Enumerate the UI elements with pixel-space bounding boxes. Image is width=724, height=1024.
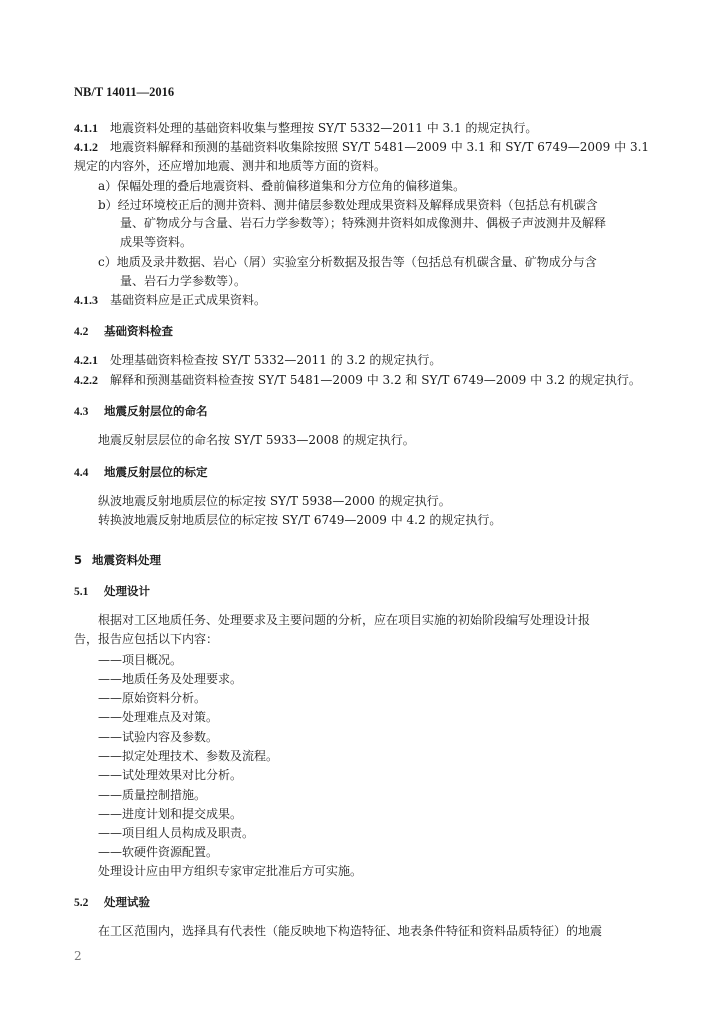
- document-header: NB/T 14011—2016: [74, 85, 175, 99]
- clause-4-1-1: [74, 119, 537, 137]
- clause-4-2-2: [74, 371, 641, 389]
- section-heading-5-2: [74, 893, 150, 912]
- section-title: 地震反射层位的标定: [104, 465, 208, 479]
- list-item-b-continuation: 成果等资料。: [120, 235, 193, 249]
- dash-list-item: ——拟定处理技术、参数及流程。: [98, 749, 279, 763]
- clause-number: 4.2.1: [74, 353, 98, 367]
- chapter-title: 地震资料处理: [92, 553, 161, 567]
- section-heading-4-2: [74, 322, 173, 341]
- section-title: 地震反射层位的命名: [104, 404, 208, 418]
- clause-4-1-3: [74, 291, 266, 309]
- list-item-b-continuation: 量、矿物成分与含量、岩石力学参数等）；特殊测井资料如成像测井、偶极子声波测井及解释: [120, 216, 607, 230]
- section-number: 4.3: [74, 406, 89, 418]
- list-item-a: a）保幅处理的叠后地震资料、叠前偏移道集和分方位角的偏移道集。: [98, 179, 466, 193]
- section-title: 基础资料检查: [104, 324, 173, 338]
- clause-number: 4.1.1: [74, 121, 98, 135]
- chapter-number: 5: [74, 553, 83, 567]
- clause-number: 4.2.2: [74, 373, 98, 387]
- section-number: 4.4: [74, 467, 89, 479]
- dash-list-item: ——软硬件资源配置。: [98, 845, 219, 859]
- clause-number: 4.1.3: [74, 293, 98, 307]
- section-paragraph-continuation: 告，报告应包括以下内容：: [74, 632, 219, 646]
- list-item-c: c）地质及录井数据、岩心（屑）实验室分析数据及报告等（包括总有机碳含量、矿物成分与含: [98, 255, 597, 269]
- section-paragraph: 转换波地震反射地质层位的标定按 SY/T 6749—2009 中 4.2 的规定执行。: [98, 513, 502, 527]
- clause-4-2-1: [74, 351, 441, 369]
- section-paragraph: 处理设计应由甲方组织专家审定批准后方可实施。: [98, 864, 363, 878]
- dash-list-item: ——原始资料分析。: [98, 691, 207, 705]
- section-heading-4-3: [74, 402, 208, 421]
- dash-list-item: ——项目组人员构成及职责。: [98, 826, 255, 840]
- section-title: 处理试验: [104, 895, 150, 909]
- clause-text: 解释和预测基础资料检查按 SY/T 5481—2009 中 3.2 和 SY/T 6749—2009 中 3.2 的规定执行。: [110, 373, 641, 387]
- clause-text: 地震资料解释和预测的基础资料收集除按照 SY/T 5481—2009 中 3.1 和 SY/T 6749—2009 中 3.1: [110, 140, 650, 154]
- clause-number: 4.1.2: [74, 140, 98, 154]
- section-paragraph: 纵波地震反射地质层位的标定按 SY/T 5938—2000 的规定执行。: [98, 494, 451, 508]
- dash-list-item: ——试验内容及参数。: [98, 730, 219, 744]
- dash-list-item: ——地质任务及处理要求。: [98, 672, 243, 686]
- section-paragraph: 地震反射层层位的命名按 SY/T 5933—2008 的规定执行。: [98, 433, 415, 447]
- clause-4-1-2: [74, 138, 649, 156]
- clause-text: 基础资料应是正式成果资料。: [110, 293, 267, 307]
- clause-text: 地震资料处理的基础资料收集与整理按 SY/T 5332—2011 中 3.1 的规定执行。: [110, 121, 538, 135]
- chapter-heading-5: [74, 551, 161, 569]
- section-paragraph: 根据对工区地质任务、处理要求及主要问题的分析，应在项目实施的初始阶段编写处理设计报: [98, 613, 591, 627]
- list-item-c-continuation: 量、岩石力学参数等）。: [120, 274, 247, 288]
- section-number: 4.2: [74, 326, 89, 338]
- dash-list-item: ——进度计划和提交成果。: [98, 807, 243, 821]
- section-number: 5.2: [74, 897, 89, 909]
- dash-list-item: ——项目概况。: [98, 653, 183, 667]
- clause-text-continuation: 规定的内容外，还应增加地震、测井和地质等方面的资料。: [74, 159, 387, 173]
- dash-list-item: ——处理难点及对策。: [98, 710, 219, 724]
- section-heading-5-1: [74, 582, 150, 601]
- clause-text: 处理基础资料检查按 SY/T 5332—2011 的 3.2 的规定执行。: [110, 353, 442, 367]
- page-number: 2: [74, 949, 82, 963]
- section-paragraph: 在工区范围内，选择具有代表性（能反映地下构造特征、地表条件特征和资料品质特征）的地震: [98, 924, 603, 938]
- dash-list-item: ——试处理效果对比分析。: [98, 768, 243, 782]
- section-title: 处理设计: [104, 584, 150, 598]
- dash-list-item: ——质量控制措施。: [98, 788, 207, 802]
- section-heading-4-4: [74, 463, 208, 482]
- section-number: 5.1: [74, 586, 89, 598]
- list-item-b: b）经过环境校正后的测井资料、测井储层参数处理成果资料及解释成果资料（包括总有机碳含: [98, 198, 598, 212]
